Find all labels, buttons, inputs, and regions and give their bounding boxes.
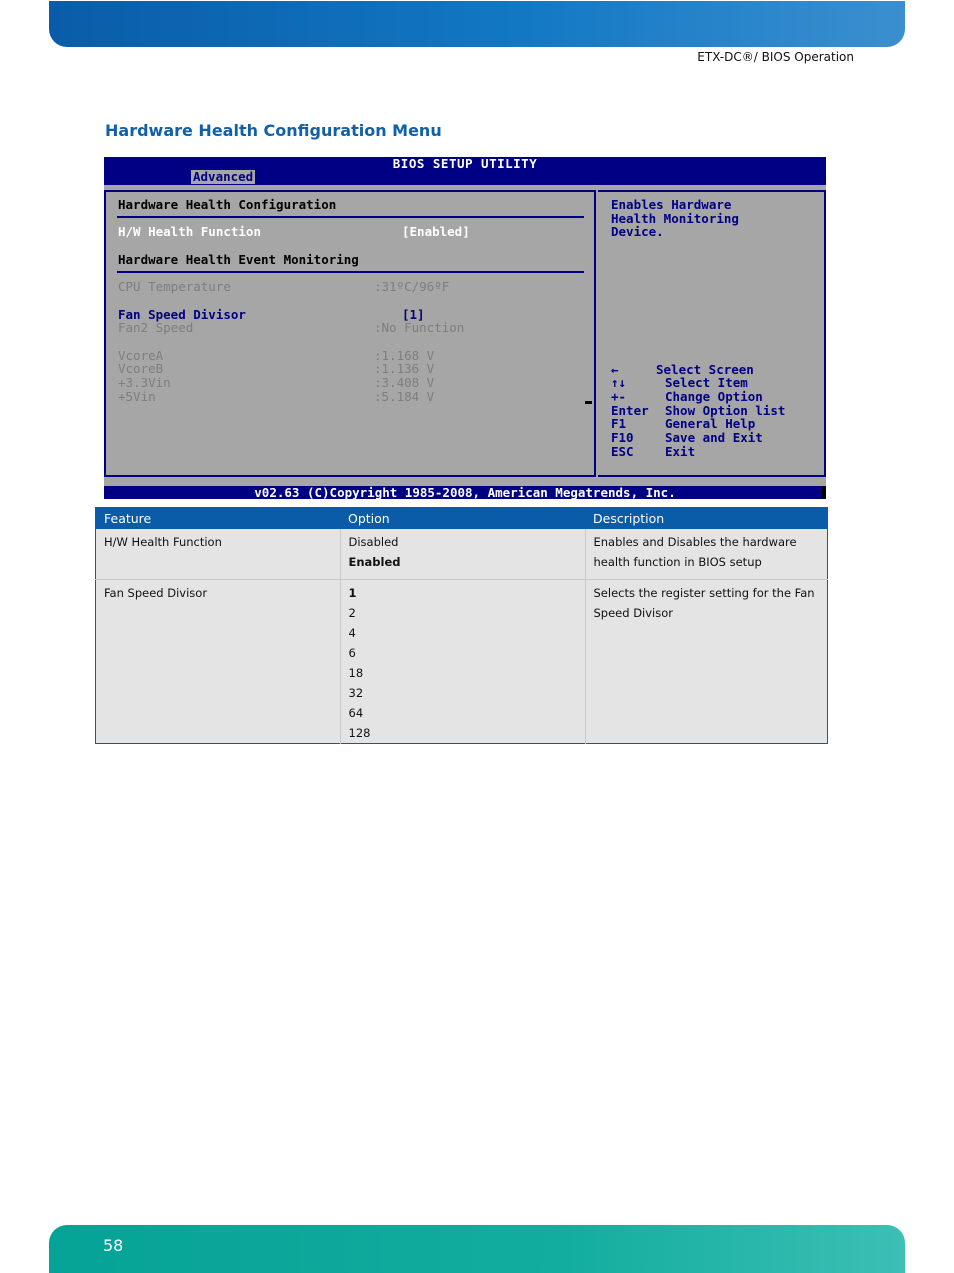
option-value-default: 1: [348, 586, 357, 600]
bios-divider: [117, 216, 584, 218]
bios-key-desc: Select Screen: [656, 362, 754, 377]
option-cell: [340, 529, 585, 580]
bios-key: ↑↓: [611, 375, 627, 390]
bios-help-line: Enables Hardware: [611, 197, 732, 212]
bios-footer-edge: [822, 486, 826, 499]
bios-divider: [117, 271, 584, 273]
top-banner: [49, 1, 905, 47]
description-cell: Selects the register setting for the Fan Speed Divisor: [585, 580, 828, 744]
bios-vcoreb-value: :1.136 V: [374, 361, 435, 376]
bios-v5-value: :5.184 V: [374, 389, 435, 404]
bios-tab-advanced[interactable]: Advanced: [193, 169, 254, 184]
option-value: 2: [348, 606, 356, 620]
bios-item-hw-health-label[interactable]: H/W Health Function: [118, 224, 261, 239]
bios-cpu-temp-label: CPU Temperature: [118, 279, 231, 294]
option-value-default: Enabled: [348, 555, 401, 569]
bios-key-desc: Save and Exit: [665, 430, 763, 445]
option-value: 64: [348, 706, 364, 720]
col-description: Description: [585, 508, 828, 530]
bios-title: BIOS SETUP UTILITY: [392, 156, 538, 171]
feature-cell: Fan Speed Divisor: [96, 580, 341, 744]
bios-vcorea-value: :1.168 V: [374, 348, 435, 363]
bios-key-desc: Exit: [665, 444, 696, 459]
bios-copyright: v02.63 (C)Copyright 1985-2008, American Megatrends, Inc.: [104, 486, 826, 499]
bios-fan2-label: Fan2 Speed: [118, 320, 194, 335]
bios-vcorea-label: VcoreA: [118, 348, 164, 363]
page-number: 58: [103, 1236, 124, 1255]
option-value: 18: [348, 666, 364, 680]
bottom-banner: [49, 1225, 905, 1273]
bios-scroll-indicator: [585, 401, 592, 404]
bios-v33-value: :3.408 V: [374, 375, 435, 390]
description-cell: Enables and Disables the hardware health function in BIOS setup: [585, 529, 828, 580]
bios-key-desc: Show Option list: [665, 403, 786, 418]
bios-key: ESC: [611, 444, 634, 459]
bios-v33-label: +3.3Vin: [118, 375, 171, 390]
options-table: [95, 507, 828, 744]
table-header-row: [96, 508, 828, 530]
bios-screenshot: [104, 157, 826, 499]
bios-title-bar: [104, 157, 826, 185]
section-title: Hardware Health Configuration Menu: [105, 121, 442, 140]
bios-key: +-: [611, 389, 627, 404]
option-value: 6: [348, 646, 356, 660]
bios-fan2-value: :No Function: [374, 320, 465, 335]
option-cell: [340, 580, 585, 744]
bios-key-desc: Select Item: [665, 375, 748, 390]
col-option: Option: [340, 508, 585, 530]
feature-cell: H/W Health Function: [96, 529, 341, 580]
col-feature: Feature: [96, 508, 341, 530]
bios-v5-label: +5Vin: [118, 389, 156, 404]
bios-cpu-temp-value: :31ºC/96ºF: [374, 279, 450, 294]
option-value: 128: [348, 726, 371, 740]
bios-item-fan-divisor-label[interactable]: Fan Speed Divisor: [118, 307, 246, 322]
bios-key: ←: [611, 362, 619, 377]
bios-vcoreb-label: VcoreB: [118, 361, 164, 376]
bios-key-desc: Change Option: [665, 389, 763, 404]
bios-key: F1: [611, 416, 627, 431]
table-row: [96, 529, 828, 580]
bios-heading-config: Hardware Health Configuration: [118, 197, 337, 212]
bios-key-desc: General Help: [665, 416, 756, 431]
bios-key: F10: [611, 430, 634, 445]
option-value: 4: [348, 626, 356, 640]
bios-help-line: Health Monitoring: [611, 211, 739, 226]
bios-item-fan-divisor-value[interactable]: [1]: [402, 307, 425, 322]
table-row: [96, 580, 828, 744]
bios-heading-monitoring: Hardware Health Event Monitoring: [118, 252, 359, 267]
option-value: Disabled: [348, 535, 399, 549]
option-value: 32: [348, 686, 364, 700]
doc-label: ETX-DC®/ BIOS Operation: [697, 50, 854, 64]
bios-item-hw-health-value[interactable]: [Enabled]: [402, 224, 470, 239]
bios-help-line: Device.: [611, 224, 664, 239]
bios-key: Enter: [611, 403, 649, 418]
